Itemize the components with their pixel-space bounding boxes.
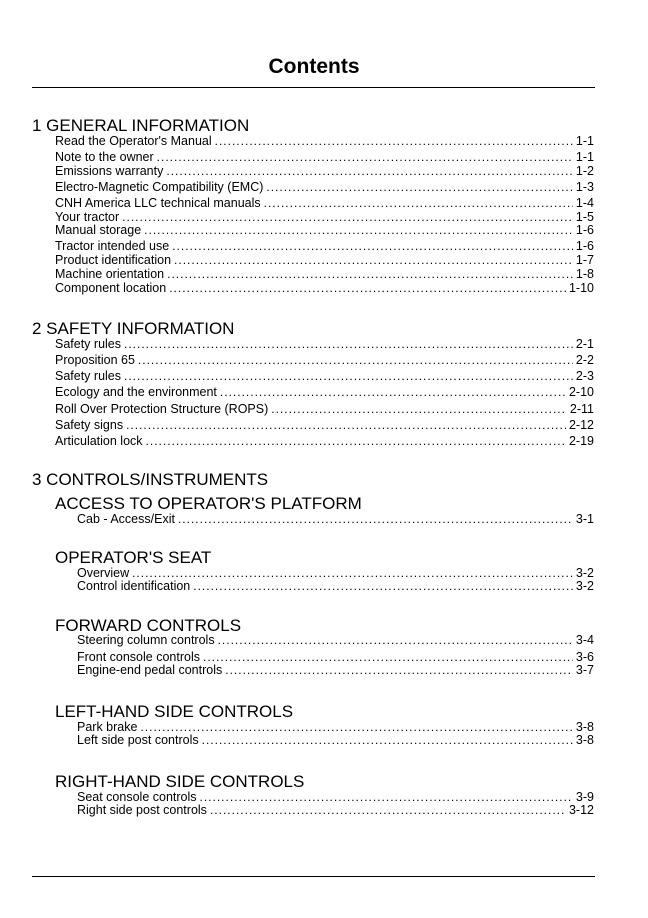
toc-entry-page: 2-1	[575, 337, 594, 351]
toc-entry-page: 1-2	[575, 164, 594, 178]
toc-entry-page: 3-1	[575, 512, 594, 526]
toc-entry[interactable]	[77, 633, 594, 648]
dot-leader	[172, 239, 573, 254]
toc-entry-label: Machine orientation	[55, 267, 165, 281]
toc-entry-label: Cab - Access/Exit	[77, 512, 175, 526]
toc-entry-label: Seat console controls	[77, 790, 197, 804]
toc-entry[interactable]	[55, 164, 594, 179]
toc-entry[interactable]	[55, 223, 594, 238]
toc-entry[interactable]	[55, 180, 594, 195]
subsection-heading: OPERATOR'S SEAT	[55, 548, 212, 567]
dot-leader	[220, 385, 566, 400]
toc-entry[interactable]	[77, 579, 594, 594]
dot-leader	[218, 633, 573, 648]
toc-entry-label: Right side post controls	[77, 803, 207, 817]
toc-entry-label: CNH America LLC technical manuals	[55, 196, 261, 210]
subsection-heading: RIGHT-HAND SIDE CONTROLS	[55, 772, 305, 791]
section-heading: 2 SAFETY INFORMATION	[32, 319, 235, 338]
toc-entry-label: Component location	[55, 281, 167, 295]
toc-entry-page: 2-2	[575, 353, 594, 367]
toc-entry[interactable]	[55, 196, 594, 211]
dot-leader	[138, 353, 573, 368]
toc-entry[interactable]	[55, 134, 594, 149]
toc-entry-page: 1-1	[575, 150, 594, 164]
dot-leader	[157, 150, 573, 165]
toc-entry-label: Left side post controls	[77, 733, 199, 747]
toc-entry-label: Manual storage	[55, 223, 142, 237]
toc-entry-page: 3-6	[575, 650, 594, 664]
toc-entry-page: 1-1	[575, 134, 594, 148]
top-divider	[32, 87, 595, 88]
toc-entry[interactable]	[55, 150, 594, 165]
toc-entry-label: Articulation lock	[55, 434, 143, 448]
toc-entry-page: 1-3	[575, 180, 594, 194]
toc-entry[interactable]	[55, 369, 594, 384]
toc-entry[interactable]	[77, 733, 594, 748]
toc-entry-page: 2-19	[568, 434, 594, 448]
toc-entry-page: 1-4	[575, 196, 594, 210]
bottom-divider	[32, 876, 595, 877]
toc-entry-label: Emissions warranty	[55, 164, 164, 178]
section-heading: 3 CONTROLS/INSTRUMENTS	[32, 470, 269, 489]
toc-entry[interactable]	[55, 253, 594, 268]
toc-entry-page: 3-12	[568, 803, 594, 817]
dot-leader	[178, 512, 573, 527]
dot-leader	[144, 223, 573, 238]
toc-entry-page: 1-10	[568, 281, 594, 295]
toc-entry-label: Safety rules	[55, 337, 122, 351]
toc-entry-label: Tractor intended use	[55, 239, 170, 253]
dot-leader	[174, 253, 573, 268]
toc-entry-label: Park brake	[77, 720, 138, 734]
toc-entry-page: 3-2	[575, 566, 594, 580]
dot-leader	[210, 803, 566, 818]
subsection-heading: FORWARD CONTROLS	[55, 616, 242, 635]
toc-entry[interactable]	[55, 281, 594, 296]
dot-leader	[271, 402, 567, 417]
toc-entry-page: 3-7	[575, 663, 594, 677]
toc-entry[interactable]	[55, 402, 594, 417]
toc-entry[interactable]	[55, 353, 594, 368]
dot-leader	[124, 337, 573, 352]
toc-entry-label: Overview	[77, 566, 130, 580]
toc-entry-page: 1-6	[575, 239, 594, 253]
section-heading: 1 GENERAL INFORMATION	[32, 116, 250, 135]
toc-entry-label: Control identification	[77, 579, 191, 593]
toc-entry[interactable]	[55, 267, 594, 282]
toc-entry-label: Proposition 65	[55, 353, 135, 367]
toc-entry-label: Ecology and the environment	[55, 385, 217, 399]
toc-entry-page: 3-4	[575, 633, 594, 647]
toc-entry-page: 2-12	[568, 418, 594, 432]
toc-entry[interactable]	[77, 512, 594, 527]
dot-leader	[167, 267, 573, 282]
toc-entry-page: 1-5	[575, 210, 594, 224]
toc-entry-page: 1-8	[575, 267, 594, 281]
toc-entry-page: 1-7	[575, 253, 594, 267]
toc-entry-label: Steering column controls	[77, 633, 215, 647]
toc-entry-page: 3-8	[575, 733, 594, 747]
toc-entry[interactable]	[77, 663, 594, 678]
toc-entry[interactable]	[55, 385, 594, 400]
toc-entry-page: 2-11	[569, 402, 594, 416]
toc-entry-label: Engine-end pedal controls	[77, 663, 223, 677]
toc-entry-label: Front console controls	[77, 650, 200, 664]
subsection-heading: ACCESS TO OPERATOR'S PLATFORM	[55, 494, 362, 513]
dot-leader	[146, 434, 566, 449]
dot-leader	[126, 418, 566, 433]
toc-entry[interactable]	[55, 418, 594, 433]
toc-entry-page: 2-3	[575, 369, 594, 383]
toc-entry-label: Product identification	[55, 253, 172, 267]
toc-entry-label: Roll Over Protection Structure (ROPS)	[55, 402, 269, 416]
subsection-heading: LEFT-HAND SIDE CONTROLS	[55, 702, 294, 721]
page-title: Contents	[268, 55, 360, 78]
toc-entry-page: 1-6	[575, 223, 594, 237]
dot-leader	[193, 579, 573, 594]
dot-leader	[225, 663, 573, 678]
toc-entry[interactable]	[55, 337, 594, 352]
toc-entry[interactable]	[77, 803, 594, 818]
dot-leader	[202, 733, 573, 748]
toc-entry-label: Note to the owner	[55, 150, 154, 164]
dot-leader	[264, 196, 573, 211]
toc-entry[interactable]	[55, 239, 594, 254]
dot-leader	[169, 281, 566, 296]
toc-entry-page: 3-9	[575, 790, 594, 804]
toc-entry-label: Your tractor	[55, 210, 120, 224]
toc-entry-label: Read the Operator's Manual	[55, 134, 212, 148]
toc-entry-label: Electro-Magnetic Compatibility (EMC)	[55, 180, 264, 194]
toc-entry-label: Safety signs	[55, 418, 124, 432]
dot-leader	[124, 369, 573, 384]
dot-leader	[166, 164, 573, 179]
toc-entry-page: 2-10	[568, 385, 594, 399]
dot-leader	[266, 180, 573, 195]
dot-leader	[215, 134, 573, 149]
toc-entry-page: 3-2	[575, 579, 594, 593]
toc-entry[interactable]	[55, 434, 594, 449]
toc-entry-label: Safety rules	[55, 369, 122, 383]
toc-entry-page: 3-8	[575, 720, 594, 734]
